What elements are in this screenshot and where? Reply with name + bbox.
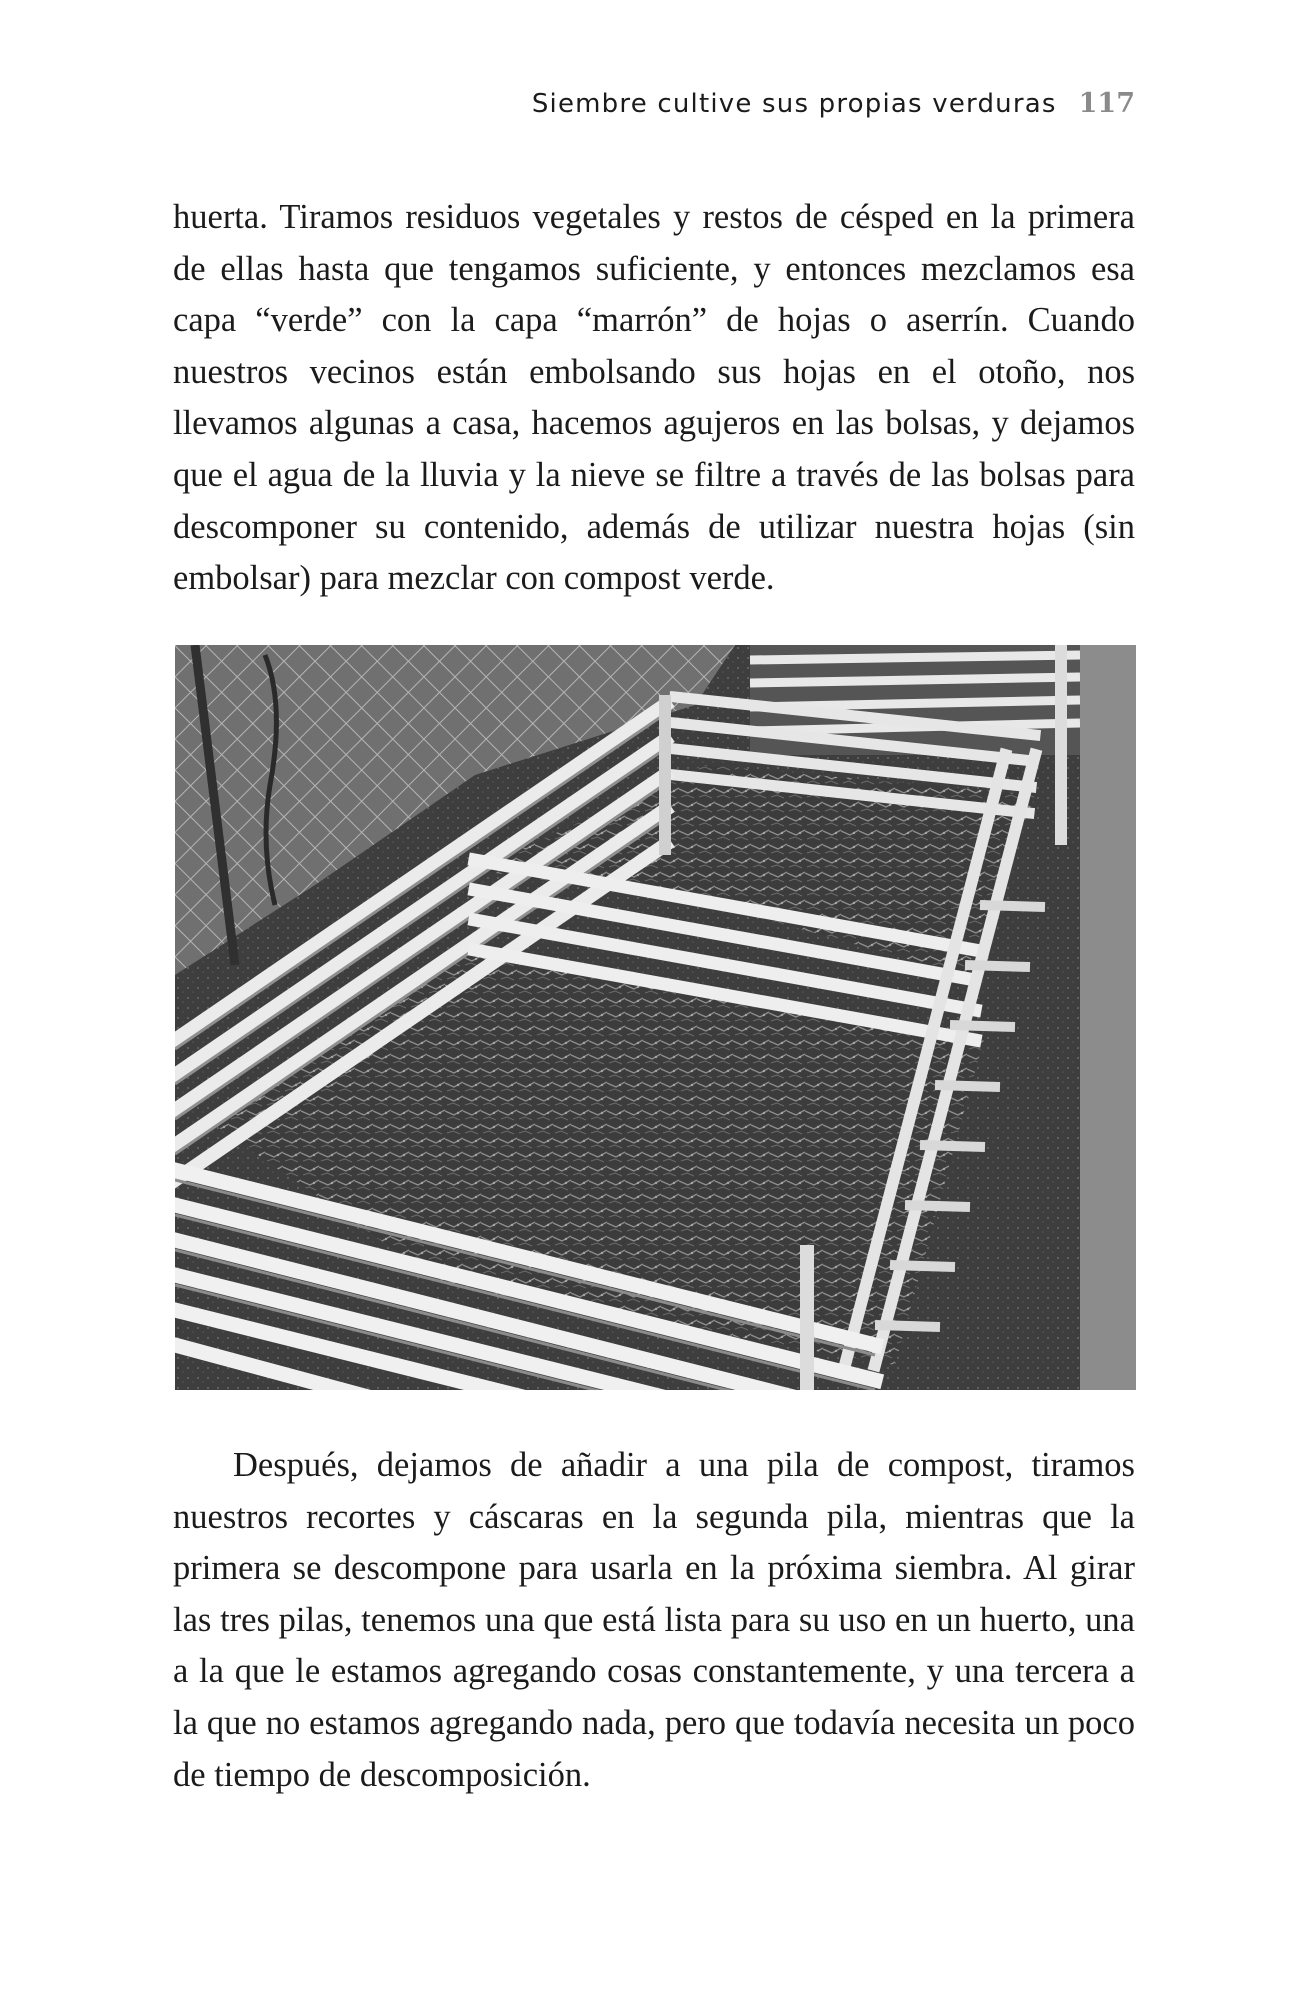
compost-bins-illustration xyxy=(175,645,1136,1390)
running-title: Siembre cultive sus propias verduras xyxy=(531,89,1057,119)
compost-bins-photo xyxy=(175,645,1136,1390)
running-head xyxy=(532,88,1135,119)
page-number: 117 xyxy=(1078,88,1135,119)
body-paragraph-2 xyxy=(173,1440,1135,1801)
paragraph-text: huerta. Tiramos residuos vegetales y restos de césped en la primera de ellas hasta que tengamos suficiente, y entonces mezclamos esa capa “verde” con la capa “marrón” de hojas o aserrín. Cuando nuestros vecinos están embolsando sus hojas en el otoño, nos llevamos algunas a casa, hacemos agujeros en las bolsas, y dejamos que el agua de la lluvia y la nieve se filtre a través de las bolsas para descomponer su contenido, además de utilizar nuestra hojas (sin embolsar) para mezclar con compost verde. xyxy=(173,198,1135,598)
paragraph-text: Después, dejamos de añadir a una pila de compost, tiramos nuestros recortes y cáscaras en la segunda pila, mientras que la primera se descompone para usarla en la próxima siembra. Al girar las tres pilas, tenemos una que está lista para su uso en un huerto, una a la que le estamos agregando cosas constantemente, y una tercera a la que no estamos agregando nada, pero que todavía necesita un poco de tiempo de descomposición. xyxy=(173,1446,1135,1794)
body-paragraph-1 xyxy=(173,192,1135,605)
